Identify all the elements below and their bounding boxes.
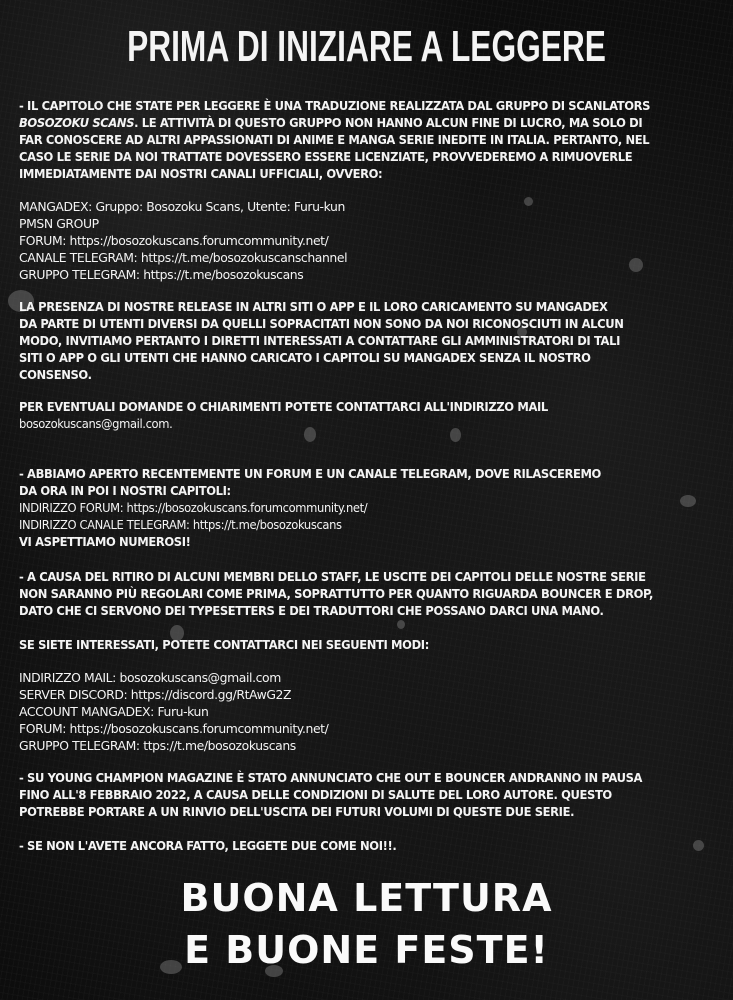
hiatus-notice	[19, 769, 674, 820]
channel-forum: FORUM: https://bosozokuscans.forumcommunity.net/	[19, 233, 329, 249]
channel-telegram-channel: CANALE TELEGRAM: https://t.me/bosozokuscanschannel	[19, 250, 348, 266]
contact-mail: INDIRIZZO MAIL: bosozokuscans@gmail.com	[19, 670, 281, 685]
notice-line: LA PRESENZA DI NOSTRE RELEASE IN ALTRI SITI O APP E IL LORO CARICAMENTO SU MANGADEX	[19, 299, 608, 314]
contact-intro-line: SE SIETE INTERESSATI, POTETE CONTATTARCI NEI SEGUENTI MODI:	[19, 637, 429, 652]
intro-paragraph	[19, 97, 674, 182]
recommendation	[19, 837, 674, 854]
intro-line-2-text: . LE ATTIVITÀ DI QUESTO GRUPPO NON HANNO ALCUN FINE DI LUCRO, MA SOLO DI	[134, 115, 643, 131]
new-channels-paragraph	[19, 465, 674, 550]
staff-notice-line: - A CAUSA DEL RITIRO DI ALCUNI MEMBRI DELLO STAFF, LE USCITE DEI CAPITOLI DELLE NOSTRE SERIE	[19, 569, 646, 584]
contact-telegram-group: GRUPPO TELEGRAM: ttps://t.me/bosozokuscans	[19, 738, 296, 754]
notice-line: SITI O APP O GLI UTENTI CHE HANNO CARICATO I CAPITOLI SU MANGADEX SENZA IL NOSTRO	[19, 350, 591, 366]
notice-line: DA PARTE DI UTENTI DIVERSI DA QUELLI SOPRACITATI NON SONO DA NOI RICONOSCIUTI IN ALCUN	[19, 316, 624, 332]
contact-mail-line: PER EVENTUALI DOMANDE O CHIARIMENTI POTETE CONTATTARCI ALL'INDIRIZZO MAIL	[19, 399, 548, 414]
contact-mail-paragraph	[19, 398, 674, 432]
hiatus-line: FINO ALL'8 FEBBRAIO 2022, A CAUSA DELLE CONDIZIONI DI SALUTE DEL LORO AUTORE. QUESTO	[19, 787, 612, 803]
intro-line-4: CASO LE SERIE DA NOI TRATTATE DOVESSERO ESSERE LICENZIATE, PROVVEDEREMO A RIMUOVERLE	[19, 149, 633, 165]
staff-notice	[19, 568, 674, 619]
group-name: BOSOZOKU SCANS	[19, 115, 135, 131]
unauthorized-notice	[19, 298, 674, 383]
new-channels-line: DA ORA IN POI I NOSTRI CAPITOLI:	[19, 483, 231, 499]
staff-notice-line: DATO CHE CI SERVONO DEI TYPESETTERS E DEI TRADUTTORI CHE POSSANO DARCI UNA MANO.	[19, 603, 604, 619]
notice-line: CONSENSO.	[19, 367, 92, 383]
intro-line-3: FAR CONOSCERE AD ALTRI APPASSIONATI DI ANIME E MANGA SERIE INEDITE IN ITALIA. PERTANTO, NEL	[19, 132, 650, 148]
contact-discord: SERVER DISCORD: https://discord.gg/RtAwG2Z	[19, 687, 292, 703]
closing-line-1: BUONA LETTURA	[180, 876, 553, 920]
hiatus-line: - SU YOUNG CHAMPION MAGAZINE È STATO ANNUNCIATO CHE OUT E BOUNCER ANDRANNO IN PAUSA	[19, 770, 643, 785]
page-title: PRIMA DI INIZIARE A LEGGERE	[127, 22, 606, 71]
contact-intro	[19, 636, 674, 653]
hiatus-line: POTREBBE PORTARE A UN RINVIO DELL'USCITA DEI FUTURI VOLUMI DI QUESTE DUE SERIE.	[19, 804, 575, 820]
contact-mangadex: ACCOUNT MANGADEX: Furu-kun	[19, 704, 209, 720]
contact-forum: FORUM: https://bosozokuscans.forumcommunity.net/	[19, 721, 329, 737]
recommendation-line: - SE NON L'AVETE ANCORA FATTO, LEGGETE DUE COME NOI!!.	[19, 838, 397, 853]
contacts-list	[19, 669, 723, 754]
official-channels-list	[19, 198, 723, 283]
new-channels-closing: VI ASPETTIAMO NUMEROSI!	[19, 534, 191, 550]
intro-line-1: - IL CAPITOLO CHE STATE PER LEGGERE È UNA TRADUZIONE REALIZZATA DAL GRUPPO DI SCANLATORS	[19, 98, 651, 113]
channel-mangadex: MANGADEX: Gruppo: Bosozoku Scans, Utente: Furu-kun	[19, 199, 345, 214]
contact-mail-address: bosozokuscans@gmail.com.	[19, 416, 173, 432]
closing-line-2: E BUONE FESTE!	[184, 928, 549, 972]
staff-notice-line: NON SARANNO PIÙ REGOLARI COME PRIMA, SOPRATTUTTO PER QUANTO RIGUARDA BOUNCER E DROP,	[19, 586, 654, 602]
intro-line-5: IMMEDIATAMENTE DAI NOSTRI CANALI UFFICIALI, OVVERO:	[19, 166, 383, 182]
intro-line-2	[19, 114, 674, 131]
notice-line: MODO, INVITIAMO PERTANTO I DIRETTI INTERESSATI A CONTATTARE GLI AMMINISTRATORI DI TALI	[19, 333, 620, 349]
new-channels-line: - ABBIAMO APERTO RECENTEMENTE UN FORUM E UN CANALE TELEGRAM, DOVE RILASCEREMO	[19, 466, 601, 481]
new-forum-address: INDIRIZZO FORUM: https://bosozokuscans.forumcommunity.net/	[19, 500, 368, 516]
channel-pmsn: PMSN GROUP	[19, 216, 99, 232]
new-telegram-address: INDIRIZZO CANALE TELEGRAM: https://t.me/bosozokuscans	[19, 517, 342, 533]
closing-message	[0, 872, 733, 976]
channel-telegram-group: GRUPPO TELEGRAM: https://t.me/bosozokuscans	[19, 267, 304, 283]
